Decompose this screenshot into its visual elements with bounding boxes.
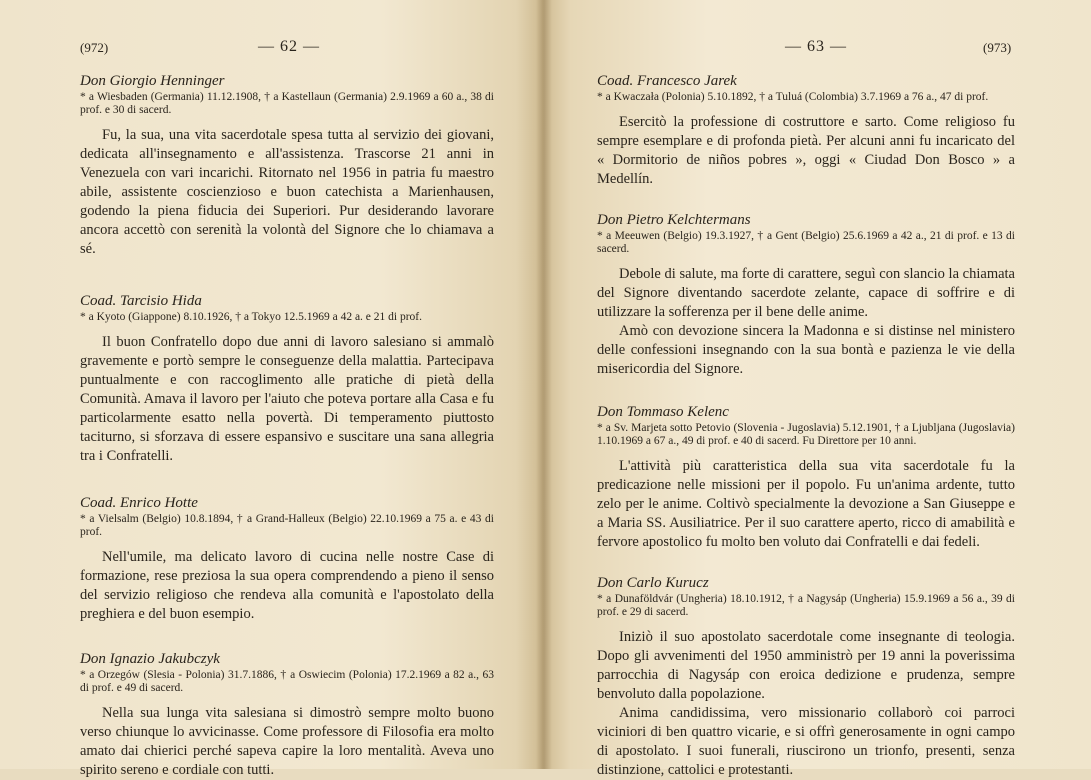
obituary-entry bbox=[80, 292, 494, 466]
entry-name: Coad. Tarcisio Hida bbox=[80, 293, 202, 309]
entry-name: Don Ignazio Jakubczyk bbox=[80, 651, 220, 667]
entry-paragraph: Debole di salute, ma forte di carattere, seguì con slancio la chiamata del Signore diventando sacerdote zelante, capace di soffrire e di utilizzare la sofferenza per il bene delle anime. bbox=[597, 266, 1015, 320]
entry-bio: * a Wiesbaden (Germania) 11.12.1908, † a Kastellaun (Germania) 2.9.1969 a 60 a., 38 di prof. e 30 di sacerd. bbox=[80, 91, 494, 116]
right-content bbox=[597, 72, 1015, 780]
entry-paragraph: Il buon Confratello dopo due anni di lavoro salesiano si ammalò gravemente e portò sempre le conseguenze della malattia. Partecipava puntualmente e con raccoglimento alle pratiche di pietà della Comunità. Amava il lavoro per l'aiuto che poteva portare alla Casa e fu particolarmente esatto nella povertà. Di temperamento piuttosto taciturno, si sforzava di essere espansivo e suscitare una sana allegria tra i Confratelli. bbox=[80, 334, 494, 464]
entry-paragraph: Fu, la sua, una vita sacerdotale spesa tutta al servizio dei giovani, dedicata all'insegnamento e all'assistenza. Trascorse 21 anni in Venezuela con vari incarichi. Ritornato nel 1956 in patria fu maestro abile, assistente coscienzioso e buon catechista a Marienhausen, godendo la piena fiducia dei Superiori. Pur desiderando lavorare ancora accettò con serenità la volontà del Signore che lo chiamava a sé. bbox=[80, 127, 494, 257]
entry-name: Coad. Francesco Jarek bbox=[597, 73, 737, 89]
entry-paragraph: Anima candidissima, vero missionario collaborò coi parroci viciniori di ben quattro vicarie, e si offrì generosamente in ogni campo di apostolato. I suoi funerali, riuscirono un trionfo, presenti, senza distinzione, cattolici e protestanti. bbox=[597, 705, 1015, 778]
entry-paragraph: L'attività più caratteristica della sua vita sacerdotale fu la predicazione nelle missioni per il popolo. Fu un'anima ardente, tutto zelo per le anime. Coltivò specialmente la devozione a San Giuseppe e a Maria SS. Ausiliatrice. Per il suo carattere aperto, ricco di amabilità e fervore apostolico fu molto ben voluto dai Confratelli e dai fedeli. bbox=[597, 458, 1015, 550]
entry-bio: * a Meeuwen (Belgio) 19.3.1927, † a Gent (Belgio) 25.6.1969 a 42 a., 21 di prof. e 13 di sacerd. bbox=[597, 230, 1015, 255]
right-folio: (973) bbox=[983, 40, 1012, 55]
entry-bio: * a Sv. Marjeta sotto Petovio (Slovenia - Jugoslavia) 5.12.1901, † a Ljubljana (Jugoslavia) 1.10.1969 a 67 a., 49 di prof. e 40 di sacerd. Fu Direttore per 10 anni. bbox=[597, 422, 1015, 447]
entry-name: Don Giorgio Henninger bbox=[80, 73, 225, 89]
right-page-number: — 63 — bbox=[785, 38, 847, 55]
entry-name: Don Tommaso Kelenc bbox=[597, 404, 729, 420]
left-page bbox=[0, 0, 543, 778]
obituary-entry bbox=[80, 72, 494, 259]
entry-bio: * a Kyoto (Giappone) 8.10.1926, † a Tokyo 12.5.1969 a 42 a. e 21 di prof. bbox=[80, 311, 423, 323]
left-folio: (972) bbox=[80, 40, 109, 55]
obituary-entry bbox=[597, 403, 1015, 552]
entry-bio: * a Dunaföldvár (Ungheria) 18.10.1912, † a Nagysáp (Ungheria) 15.9.1969 a 56 a., 39 di prof. e 29 di sacerd. bbox=[597, 593, 1015, 618]
entry-name: Don Pietro Kelchtermans bbox=[597, 212, 751, 228]
book-gutter bbox=[536, 0, 552, 769]
left-page-number: — 62 — bbox=[258, 38, 320, 55]
left-content bbox=[80, 72, 494, 780]
entry-name: Coad. Enrico Hotte bbox=[80, 495, 198, 511]
entry-paragraph: Iniziò il suo apostolato sacerdotale come insegnante di teologia. Dopo gli avvenimenti del 1950 amministrò per 19 anni la poverissima parrocchia di Nagysáp con eroica dedizione e prudenza, sempre benvoluto dalla popolazione. bbox=[597, 629, 1015, 702]
right-page bbox=[543, 0, 1091, 778]
entry-name: Don Carlo Kurucz bbox=[597, 575, 709, 591]
obituary-entry bbox=[597, 211, 1015, 379]
entry-paragraph: Amò con devozione sincera la Madonna e si distinse nel ministero delle confessioni insegnando con la sua bontà e pazienza le vie della misericordia del Signore. bbox=[597, 323, 1015, 377]
entry-paragraph: Nella sua lunga vita salesiana si dimostrò sempre molto buono verso chiunque lo avvicinasse. Come professore di Filosofia era molto amato dai chierici perché sapeva capire la loro mentalità. Aveva uno spirito sereno e cordiale con tutti. bbox=[80, 705, 494, 778]
entry-bio: * a Vielsalm (Belgio) 10.8.1894, † a Grand-Halleux (Belgio) 22.10.1969 a 75 a. e 43 di prof. bbox=[80, 513, 494, 538]
entry-bio: * a Kwaczała (Polonia) 5.10.1892, † a Tuluá (Colombia) 3.7.1969 a 76 a., 47 di prof. bbox=[597, 91, 989, 103]
obituary-entry bbox=[80, 494, 494, 624]
entry-bio: * a Orzegów (Slesia - Polonia) 31.7.1886, † a Oswiecim (Polonia) 17.2.1969 a 82 a., 63 di prof. e 49 di sacerd. bbox=[80, 669, 494, 694]
obituary-entry bbox=[597, 574, 1015, 780]
entry-paragraph: Nell'umile, ma delicato lavoro di cucina nelle nostre Case di formazione, rese preziosa la sua opera comprendendo a pieno il senso del servizio religioso che rendeva alla comunità e l'apostolato della preghiera e del buon esempio. bbox=[80, 549, 494, 622]
obituary-entry bbox=[80, 650, 494, 780]
obituary-entry bbox=[597, 72, 1015, 189]
entry-paragraph: Esercitò la professione di costruttore e sarto. Come religioso fu sempre esemplare e di profonda pietà. Per alcuni anni fu incaricato del « Dormitorio de niños pobres », oggi « Ciudad Don Bosco » a Medellín. bbox=[597, 114, 1015, 187]
